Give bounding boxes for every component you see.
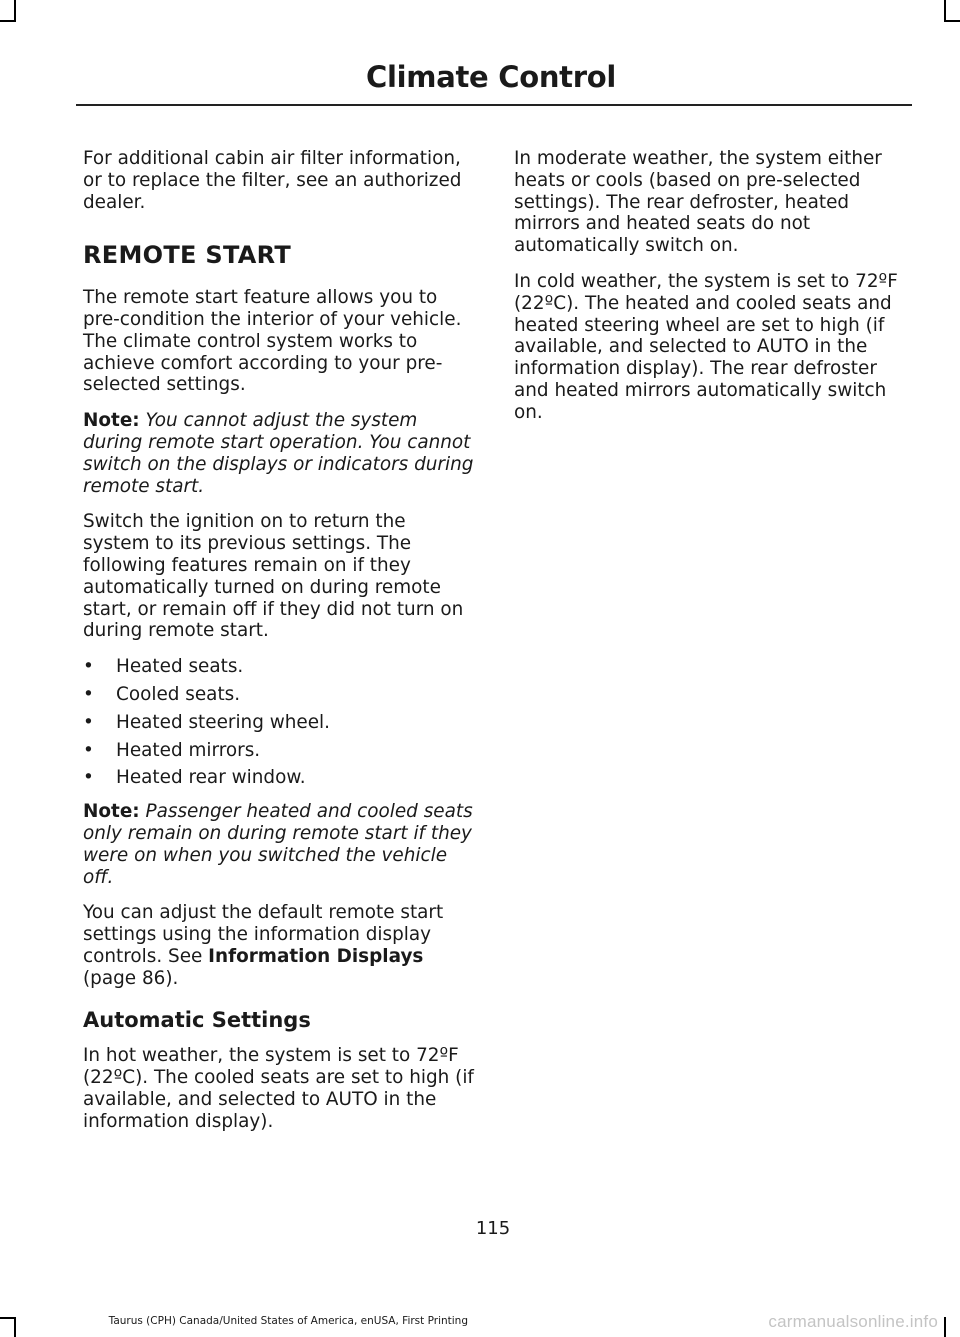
hot-weather-paragraph: In hot weather, the system is set to 72ºF (22ºC). The cooled seats are set to high (if available, and selected to AUTO in the information display). [83, 1045, 474, 1132]
list-item-text: Cooled seats. [116, 683, 241, 705]
watermark: carmanualsonline.info [768, 1312, 938, 1331]
crop-mark-top-right-horizontal [944, 20, 960, 22]
list-item [83, 767, 475, 789]
note-passenger-seats [83, 801, 475, 888]
remote-start-intro: The remote start feature allows you to pre-condition the interior of your vehicle. The climate control system works to achieve comfort according to your pre-selected settings. [83, 287, 462, 396]
note-text: Passenger heated and cooled seats only remain on during remote start if they were on when you switched the vehicle off. [83, 801, 473, 888]
note-text: You cannot adjust the system during remote start operation. You cannot switch on the displays or indicators during remote start. [83, 410, 474, 497]
list-item-text: Heated rear window. [116, 767, 306, 789]
page-reference: (page 86). [83, 967, 179, 989]
information-displays-link[interactable]: Information Displays [208, 945, 424, 967]
note-remote-start-operation [83, 410, 475, 497]
publication-footer: Taurus (CPH) Canada/United States of America, enUSA, First Printing [108, 1315, 468, 1327]
bullet-icon: • [83, 683, 94, 705]
list-item-text: Heated mirrors. [116, 739, 261, 761]
page-number: 115 [475, 1218, 511, 1239]
crop-mark-top-left [14, 0, 16, 20]
bullet-icon: • [83, 767, 94, 789]
feature-list [83, 656, 475, 789]
list-item [83, 656, 475, 678]
adjust-settings-paragraph [83, 902, 475, 989]
left-column [83, 148, 475, 1146]
cold-weather-paragraph: In cold weather, the system is set to 72ºF (22ºC). The heated and cooled seats and heated steering wheel are set to high (if available, and selected to AUTO in the information display). The rear defroster and heated mirrors automatically switch on. [514, 270, 898, 423]
note-label: Note: [83, 410, 140, 432]
list-item [83, 712, 475, 734]
subheading-automatic-settings: Automatic Settings [83, 1007, 311, 1032]
bullet-icon: • [83, 739, 94, 761]
bullet-icon: • [83, 711, 94, 733]
note-label: Note: [83, 801, 140, 823]
moderate-weather-paragraph: In moderate weather, the system either heats or cools (based on pre-selected settings). The rear defroster, heated mirrors and heated seats do not automatically switch on. [514, 148, 882, 257]
section-heading-remote-start: REMOTE START [83, 241, 292, 270]
ignition-paragraph: Switch the ignition on to return the system to its previous settings. The following features remain on if they automatically turned on during remote start, or remain off if they did not turn on during remote start. [83, 511, 464, 642]
adjust-settings-text: You can adjust the default remote start settings using the information display controls. See [83, 902, 444, 967]
list-item-text: Heated steering wheel. [116, 711, 331, 733]
crop-mark-bottom-right [944, 1317, 946, 1337]
crop-mark-top-right [944, 0, 946, 20]
page-header-title: Climate Control [366, 60, 616, 94]
bullet-icon: • [83, 656, 94, 678]
cabin-filter-paragraph: For additional cabin air filter information, or to replace the filter, see an authorized dealer. [83, 148, 462, 213]
right-column [514, 148, 906, 438]
crop-mark-top-left-horizontal [0, 20, 16, 22]
list-item [83, 740, 475, 762]
header-divider [76, 104, 912, 106]
list-item [83, 684, 475, 706]
list-item-text: Heated seats. [116, 656, 244, 678]
